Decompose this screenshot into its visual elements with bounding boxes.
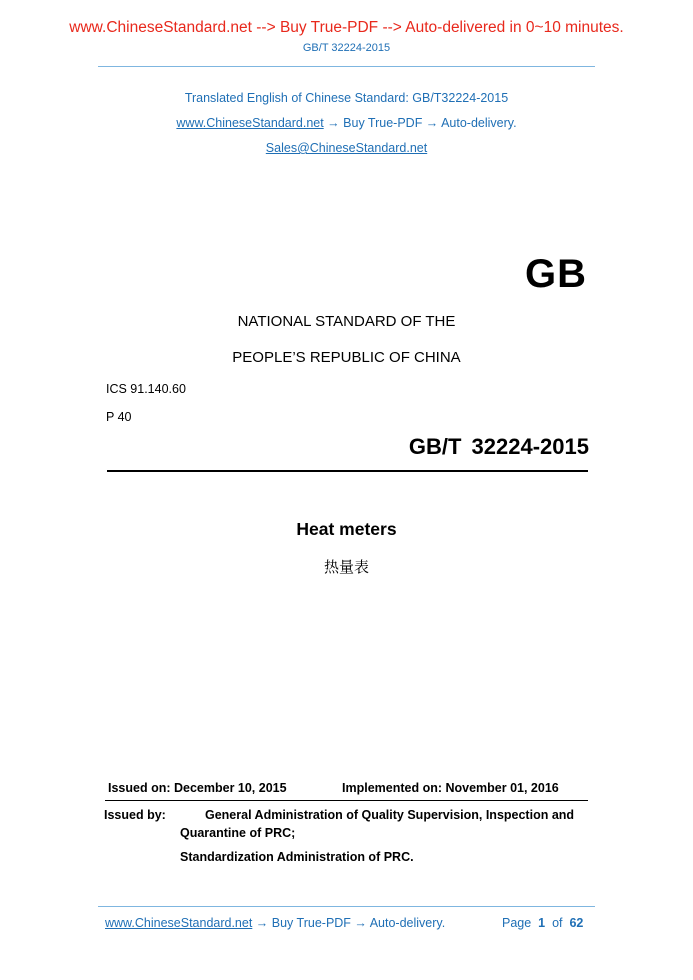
ics-code: ICS 91.140.60: [106, 382, 186, 396]
footer-site-link[interactable]: www.ChineseStandard.net: [105, 916, 253, 930]
intro-site-link[interactable]: www.ChineseStandard.net: [176, 116, 324, 130]
header-divider: [98, 66, 595, 67]
page-current: 1: [538, 916, 546, 930]
document-title: Heat meters: [296, 519, 397, 539]
national-standard-line2: PEOPLE’S REPUBLIC OF CHINA: [232, 349, 461, 366]
document-title-chinese: 热量表: [323, 558, 369, 576]
footer-site-line: [105, 916, 445, 930]
sales-email-link[interactable]: Sales@ChineseStandard.net: [265, 141, 428, 155]
national-standard-line1: NATIONAL STANDARD OF THE: [237, 313, 456, 330]
issued-by-line3: Standardization Administration of PRC.: [180, 850, 414, 864]
top-banner[interactable]: www.ChineseStandard.net --> Buy True-PDF --> Auto-delivered in 0~10 minutes.: [69, 19, 624, 36]
issued-by-line2: Quarantine of PRC;: [180, 826, 296, 840]
header-doc-code: GB/T 32224-2015: [302, 42, 391, 54]
implemented-on: Implemented on: November 01, 2016: [342, 781, 559, 795]
page-indicator: [502, 916, 583, 930]
page-total: 62: [569, 916, 584, 930]
issued-by-line1: General Administration of Quality Supervision, Inspection and: [205, 808, 575, 822]
issued-on: Issued on: December 10, 2015: [108, 781, 287, 795]
p-code: P 40: [106, 410, 132, 424]
issue-divider: [105, 800, 588, 801]
intro-email-line: [0, 141, 693, 155]
intro-site-suffix: → Buy True-PDF → Auto-delivery.: [323, 116, 517, 130]
standard-number-rule: [107, 470, 588, 472]
footer-divider: [98, 906, 595, 907]
standard-number: GB/T 32224-2015: [408, 434, 589, 459]
issued-by-label: Issued by:: [104, 808, 166, 822]
page-label: Page: [502, 916, 532, 930]
footer-site-suffix: → Buy True-PDF → Auto-delivery.: [252, 916, 446, 930]
gb-mark: GB: [525, 252, 587, 296]
page-of: of: [552, 916, 563, 930]
intro-site-line: [0, 116, 693, 130]
translated-line: Translated English of Chinese Standard: GB/T32224-2015: [184, 91, 509, 105]
